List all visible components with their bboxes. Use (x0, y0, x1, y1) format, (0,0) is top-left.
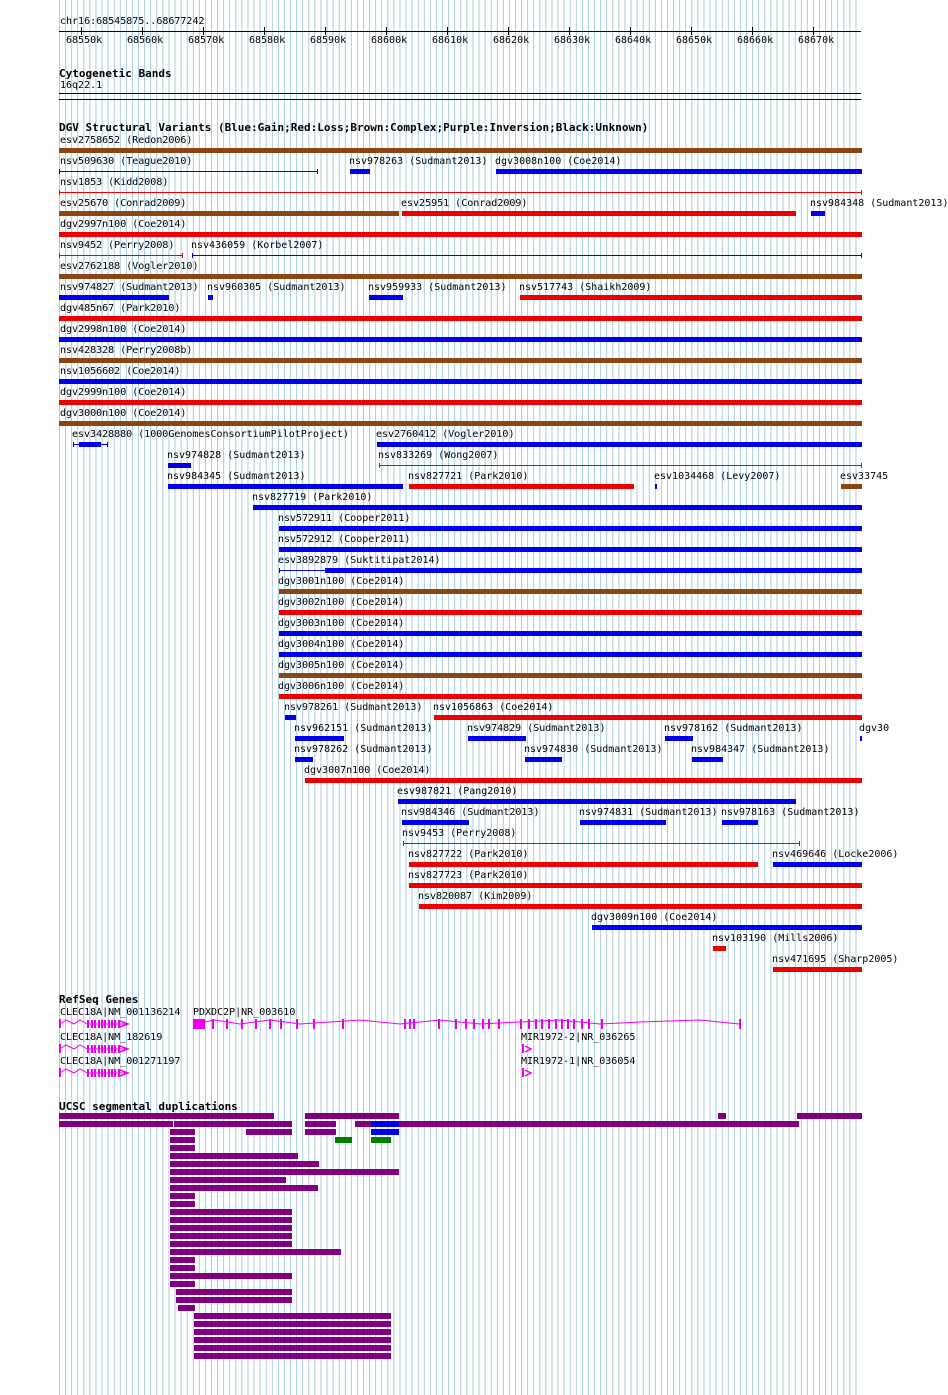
refseq-gene-label[interactable]: PDXDC2P|NR_003610 (193, 1007, 296, 1018)
segdup-feature[interactable] (246, 1129, 292, 1135)
dgv-feature-label: nsv978262 (Sudmant2013) (294, 744, 433, 755)
dgv-feature-label: dgv485n67 (Park2010) (60, 303, 181, 314)
gene-exon (409, 1019, 411, 1029)
dgv-feature-label: esv25670 (Conrad2009) (60, 198, 187, 209)
segdup-feature[interactable] (170, 1225, 292, 1231)
dgv-feature-label: nsv469646 (Locke2006) (772, 849, 899, 860)
cytoband-label: 16q22.1 (60, 80, 103, 91)
dgv-feature-label: nsv428328 (Perry2008b) (60, 345, 193, 356)
gene-exon (280, 1019, 282, 1029)
dgv-feature-label: dgv2999n100 (Coe2014) (60, 387, 187, 398)
gene-exon (739, 1019, 741, 1029)
gene-exon (561, 1019, 563, 1029)
dgv-feature-label: nsv827719 (Park2010) (252, 492, 373, 503)
segdup-feature[interactable] (194, 1337, 391, 1343)
gene-exon (465, 1019, 467, 1029)
gene-exon (541, 1019, 543, 1029)
segdup-feature[interactable] (170, 1169, 399, 1175)
gene-exon (296, 1019, 298, 1029)
dgv-feature-label: esv33745 (840, 471, 889, 482)
segdup-feature[interactable] (170, 1161, 319, 1167)
gene-exon (269, 1019, 271, 1029)
segdup-feature[interactable] (797, 1113, 862, 1119)
dgv-feature-label: nsv974828 (Sudmant2013) (167, 450, 306, 461)
dgv-feature-label: nsv978162 (Sudmant2013) (664, 723, 803, 734)
dgv-feature-label: nsv572912 (Cooper2011) (278, 534, 411, 545)
segdup-feature[interactable] (176, 1289, 292, 1295)
gene-intron (60, 1045, 87, 1049)
segdup-feature[interactable] (178, 1305, 195, 1311)
ruler-tick-label: 68570k (188, 35, 225, 46)
gene-exon (581, 1019, 583, 1029)
segdup-feature[interactable] (305, 1129, 336, 1135)
segdup-feature[interactable] (170, 1273, 292, 1279)
dgv-feature-label: nsv509630 (Teague2010) (60, 156, 193, 167)
gene-exon (528, 1019, 530, 1029)
ruler-tick-label: 68590k (310, 35, 347, 46)
segdup-feature[interactable] (170, 1201, 195, 1207)
segdup-feature[interactable] (170, 1177, 286, 1183)
ruler-tick-label: 68630k (554, 35, 591, 46)
segdup-track-title: UCSC segmental duplications (59, 1100, 238, 1113)
gene-exon (193, 1019, 205, 1029)
segdup-feature[interactable] (170, 1241, 292, 1247)
dgv-feature-label: nsv517743 (Shaikh2009) (519, 282, 652, 293)
gene-strand-arrow (525, 1070, 531, 1076)
gene-exon (255, 1019, 257, 1029)
dgv-feature-label: esv3892879 (Suktitipat2014) (278, 555, 441, 566)
dgv-feature-label: nsv978261 (Sudmant2013) (284, 702, 423, 713)
gene-exon (438, 1019, 440, 1029)
dgv-feature-label: dgv3005n100 (Coe2014) (278, 660, 405, 671)
gene-exon (548, 1019, 550, 1029)
segdup-feature[interactable] (194, 1329, 391, 1335)
dgv-feature-label: dgv2997n100 (Coe2014) (60, 219, 187, 230)
gene-intron (60, 1020, 87, 1024)
segdup-feature[interactable] (170, 1233, 292, 1239)
dgv-track-title: DGV Structural Variants (Blue:Gain;Red:Loss;Brown:Complex;Purple:Inversion;Black:Unknown) (59, 121, 649, 134)
dgv-feature-label: nsv984347 (Sudmant2013) (691, 744, 830, 755)
gene-exon (241, 1019, 243, 1029)
gene-exon (520, 1019, 522, 1029)
segdup-feature[interactable] (59, 1113, 274, 1119)
gene-intron (60, 1069, 87, 1073)
refseq-gene-label[interactable]: CLEC18A|NM_182619 (60, 1032, 163, 1043)
gene-exon (573, 1019, 575, 1029)
gene-exon (588, 1019, 590, 1029)
segdup-feature[interactable] (718, 1113, 726, 1119)
dgv-feature-label: nsv572911 (Cooper2011) (278, 513, 411, 524)
dgv-feature-label: nsv974831 (Sudmant2013) (579, 807, 718, 818)
dgv-feature-label: dgv3000n100 (Coe2014) (60, 408, 187, 419)
gene-exon (342, 1019, 344, 1029)
segdup-feature[interactable] (170, 1145, 195, 1151)
dgv-feature-label: dgv3003n100 (Coe2014) (278, 618, 405, 629)
refseq-track-title: RefSeq Genes (59, 993, 139, 1006)
segdup-feature[interactable] (170, 1265, 195, 1271)
dgv-feature-label: esv987821 (Pang2010) (397, 786, 518, 797)
ruler-tick-label: 68580k (249, 35, 286, 46)
segdup-feature[interactable] (170, 1257, 195, 1263)
dgv-feature-label: esv3428880 (1000GenomesConsortiumPilotProject) (72, 429, 349, 440)
cytoband-track-title: Cytogenetic Bands (59, 67, 172, 80)
ruler-tick-label: 68620k (493, 35, 530, 46)
dgv-feature-label: nsv436059 (Korbel2007) (191, 240, 324, 251)
dgv-feature-label: nsv960305 (Sudmant2013) (207, 282, 346, 293)
segdup-feature[interactable] (59, 1121, 173, 1127)
refseq-gene-label[interactable]: CLEC18A|NM_001136214 (60, 1007, 181, 1018)
segdup-feature[interactable] (170, 1193, 195, 1199)
segdup-feature[interactable] (194, 1313, 391, 1319)
dgv-feature-label: dgv3009n100 (Coe2014) (591, 912, 718, 923)
dgv-feature-label: nsv9452 (Perry2008) (60, 240, 175, 251)
ruler-tick-label: 68660k (737, 35, 774, 46)
dgv-feature-label: esv2762188 (Vogler2010) (60, 261, 199, 272)
segdup-feature[interactable] (194, 1345, 391, 1351)
gene-exon (567, 1019, 569, 1029)
gene-strand-arrow (525, 1046, 531, 1052)
ruler-tick-label: 68640k (615, 35, 652, 46)
segdup-feature[interactable] (305, 1113, 399, 1119)
segdup-feature[interactable] (371, 1129, 399, 1135)
dgv-feature-label: dgv3002n100 (Coe2014) (278, 597, 405, 608)
dgv-feature-label: nsv984345 (Sudmant2013) (167, 471, 306, 482)
gene-exon (488, 1019, 490, 1029)
gene-exon (498, 1019, 500, 1029)
ruler-tick-label: 68610k (432, 35, 469, 46)
dgv-feature-label: nsv974830 (Sudmant2013) (524, 744, 663, 755)
segdup-feature[interactable] (170, 1129, 195, 1135)
dgv-feature-label: dgv3008n100 (Coe2014) (495, 156, 622, 167)
ruler-tick-label: 68600k (371, 35, 408, 46)
segdup-feature[interactable] (170, 1281, 195, 1287)
dgv-feature-label: esv2760412 (Vogler2010) (376, 429, 515, 440)
ruler-tick-label: 68670k (798, 35, 835, 46)
dgv-feature-label: nsv984348 (Sudmant2013) (810, 198, 948, 209)
dgv-feature-label: dgv3001n100 (Coe2014) (278, 576, 405, 587)
gene-exon (404, 1019, 406, 1029)
dgv-feature-label: nsv833269 (Wong2007) (378, 450, 499, 461)
dgv-feature-label: nsv984346 (Sudmant2013) (401, 807, 540, 818)
segdup-feature[interactable] (174, 1121, 292, 1127)
dgv-feature-label: nsv827721 (Park2010) (408, 471, 529, 482)
dgv-feature-label: esv1034468 (Levy2007) (654, 471, 781, 482)
refseq-gene-label[interactable]: MIR1972-1|NR_036054 (521, 1056, 636, 1067)
gene-exon (212, 1019, 214, 1029)
gene-exon (601, 1019, 603, 1029)
dgv-feature-label: nsv820087 (Kim2009) (418, 891, 533, 902)
gene-exon (482, 1019, 484, 1029)
dgv-feature-label: dgv3006n100 (Coe2014) (278, 681, 405, 692)
segdup-feature[interactable] (305, 1121, 336, 1127)
gene-exon (413, 1019, 415, 1029)
dgv-feature-label: nsv962151 (Sudmant2013) (294, 723, 433, 734)
segdup-feature[interactable] (170, 1209, 292, 1215)
segdup-feature[interactable] (371, 1137, 391, 1143)
dgv-feature-label: nsv827723 (Park2010) (408, 870, 529, 881)
segdup-feature[interactable] (176, 1297, 292, 1303)
dgv-feature-label: dgv30 (859, 723, 890, 734)
refseq-gene-label[interactable]: CLEC18A|NM_001271197 (60, 1056, 181, 1067)
gene-exon (455, 1019, 457, 1029)
segdup-feature[interactable] (170, 1153, 298, 1159)
dgv-feature-label: nsv974829 (Sudmant2013) (467, 723, 606, 734)
dgv-feature-label: dgv2998n100 (Coe2014) (60, 324, 187, 335)
segdup-feature[interactable] (335, 1137, 352, 1143)
dgv-feature-label: nsv1056602 (Coe2014) (60, 366, 181, 377)
segdup-feature[interactable] (170, 1217, 292, 1223)
segdup-feature[interactable] (371, 1121, 399, 1127)
dgv-feature-label: nsv9453 (Perry2008) (402, 828, 517, 839)
ruler-tick-label: 68550k (66, 35, 103, 46)
segdup-feature[interactable] (170, 1185, 318, 1191)
gene-exon (226, 1019, 228, 1029)
segdup-feature[interactable] (355, 1121, 371, 1127)
ruler-position-label: chr16:68545875..68677242 (60, 16, 205, 27)
segdup-feature[interactable] (194, 1321, 391, 1327)
gene-exon (555, 1019, 557, 1029)
dgv-feature-label: dgv3007n100 (Coe2014) (304, 765, 431, 776)
segdup-feature[interactable] (170, 1249, 341, 1255)
dgv-feature-label: nsv1853 (Kidd2008) (60, 177, 169, 188)
ruler-tick-label: 68650k (676, 35, 713, 46)
segdup-feature[interactable] (194, 1353, 391, 1359)
gene-exon (473, 1019, 475, 1029)
dgv-feature-label: nsv959933 (Sudmant2013) (368, 282, 507, 293)
dgv-feature-label: nsv827722 (Park2010) (408, 849, 529, 860)
dgv-feature-label: nsv471695 (Sharp2005) (772, 954, 899, 965)
segdup-feature[interactable] (170, 1137, 195, 1143)
segdup-feature[interactable] (399, 1121, 799, 1127)
dgv-feature-label: esv25951 (Conrad2009) (401, 198, 528, 209)
gene-exon (535, 1019, 537, 1029)
refseq-gene-label[interactable]: MIR1972-2|NR_036265 (521, 1032, 636, 1043)
dgv-feature-label: nsv974827 (Sudmant2013) (60, 282, 199, 293)
gene-exon (313, 1019, 315, 1029)
dgv-feature-label: esv2758652 (Redon2006) (60, 135, 193, 146)
dgv-feature-label: nsv1056863 (Coe2014) (433, 702, 554, 713)
dgv-feature-label: dgv3004n100 (Coe2014) (278, 639, 405, 650)
dgv-feature-label: nsv103190 (Mills2006) (712, 933, 839, 944)
dgv-feature-label: nsv978263 (Sudmant2013) (349, 156, 488, 167)
ruler-tick-label: 68560k (127, 35, 164, 46)
dgv-feature-label: nsv978163 (Sudmant2013) (721, 807, 860, 818)
